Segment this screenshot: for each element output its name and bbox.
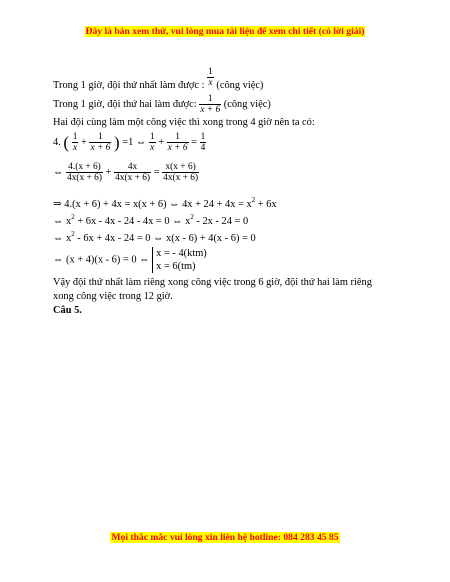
team1-unit: (công việc) xyxy=(216,80,264,91)
line-team1-rate xyxy=(53,67,263,92)
superscript: 2 xyxy=(71,230,75,238)
hotline-text: Mọi thắc mắc vui lòng xin liên hệ hotline: 084 283 45 85 xyxy=(111,532,339,543)
frac xyxy=(66,162,103,183)
eq4-c: - 2x - 24 = 0 xyxy=(193,216,249,227)
conclusion-text-1: Vậy đội thứ nhất làm riêng xong công việc trong 6 giờ, đội thứ hai làm riêng xyxy=(53,277,372,288)
iff-symbol: ⇔ xyxy=(53,166,64,178)
equation-3 xyxy=(53,194,277,211)
eq5-a: ⇔ x xyxy=(53,233,72,244)
question-label: Câu 5. xyxy=(53,305,82,316)
team2-text: Trong 1 giờ, đội thứ hai làm được: xyxy=(53,98,197,110)
paren-close: ) xyxy=(113,133,120,152)
frac-num: 1 xyxy=(167,132,189,143)
eq4-b: + 6x - 4x - 24 - 4x = 0 ⇔ x xyxy=(74,216,191,227)
frac-num: 1 xyxy=(72,132,78,142)
frac xyxy=(114,162,151,183)
hotline-footer xyxy=(0,532,450,543)
frac-den: 4 xyxy=(200,143,206,153)
eq5-b: - 6x + 4x - 24 = 0 ⇔ x(x - 6) + 4(x - 6) = 0 xyxy=(74,233,256,244)
eq1-mid: =1 ⇔ xyxy=(122,136,147,148)
frac xyxy=(162,162,199,183)
equation-6 xyxy=(53,247,207,273)
plus: + xyxy=(80,136,87,148)
frac xyxy=(89,132,111,153)
frac-den: x + 6 xyxy=(167,143,188,153)
equation-4 xyxy=(53,211,248,228)
frac-den: x xyxy=(150,143,155,153)
frac-den: x xyxy=(208,78,213,88)
frac-num: 4.(x + 6) xyxy=(66,162,103,173)
plus: + xyxy=(105,166,112,178)
superscript: 2 xyxy=(251,196,256,204)
frac-den: 4x(x + 6) xyxy=(115,173,151,183)
equals: = xyxy=(191,136,198,148)
eq1-lead: 4. xyxy=(53,136,61,148)
case-1: x = - 4(ktm) xyxy=(156,248,207,259)
solution-cases xyxy=(152,247,207,273)
frac-den: x xyxy=(72,143,78,153)
conclusion-text-2: xong công việc trong 12 giờ. xyxy=(53,291,173,302)
line-team2-rate xyxy=(53,94,271,115)
equation-2 xyxy=(53,162,199,183)
eq4-a: ⇔ x xyxy=(53,216,72,227)
frac xyxy=(72,132,79,153)
eq6-a: ⇔ (x + 4)(x - 6) = 0 ⇔ xyxy=(53,254,150,266)
frac-den: 4x(x + 6) xyxy=(67,173,102,183)
team1-text: Trong 1 giờ, đội thứ nhất làm được : xyxy=(53,80,205,91)
conclusion-line-1 xyxy=(53,277,372,289)
setup-text: Hai đội cùng làm một công việc thì xong trong 4 giờ nên ta có: xyxy=(53,117,315,128)
equation-5 xyxy=(53,228,256,245)
superscript: 2 xyxy=(190,213,194,221)
frac-den: x + 6 xyxy=(90,143,111,153)
preview-notice xyxy=(0,26,450,37)
frac-num: 1 xyxy=(199,94,221,105)
frac xyxy=(149,132,156,153)
eq3-text: ⇒ 4.(x + 6) + 4x = x(x + 6) ⇔ 4x + 24 + 4x = x xyxy=(53,199,252,210)
fraction-1-over-x xyxy=(207,67,214,88)
frac xyxy=(200,132,207,153)
plus: + xyxy=(158,136,165,148)
case-2: x = 6(tm) xyxy=(156,261,196,272)
team2-unit: (công việc) xyxy=(223,98,271,110)
conclusion-line-2 xyxy=(53,291,173,303)
line-setup xyxy=(53,117,315,129)
frac-num: 1 xyxy=(200,132,206,142)
paren-open: ( xyxy=(63,133,70,152)
frac-num: x(x + 6) xyxy=(162,162,199,173)
next-question xyxy=(53,305,82,317)
frac-den: 4x(x + 6) xyxy=(163,173,199,183)
eq3-tail: + 6x xyxy=(255,199,277,210)
frac-den: x + 6 xyxy=(200,105,221,115)
equation-1 xyxy=(53,132,206,153)
superscript: 2 xyxy=(71,213,75,221)
preview-notice-text: Đây là bản xem thử, vui lòng mua tài liệu để xem chi tiết (có lời giải) xyxy=(85,26,365,37)
frac-num: 1 xyxy=(149,132,155,142)
frac-num: 4x xyxy=(114,162,151,173)
frac xyxy=(167,132,189,153)
equals: = xyxy=(153,166,160,178)
fraction-1-over-x6 xyxy=(199,94,221,115)
frac-num: 1 xyxy=(89,132,111,143)
frac-num: 1 xyxy=(208,67,213,77)
